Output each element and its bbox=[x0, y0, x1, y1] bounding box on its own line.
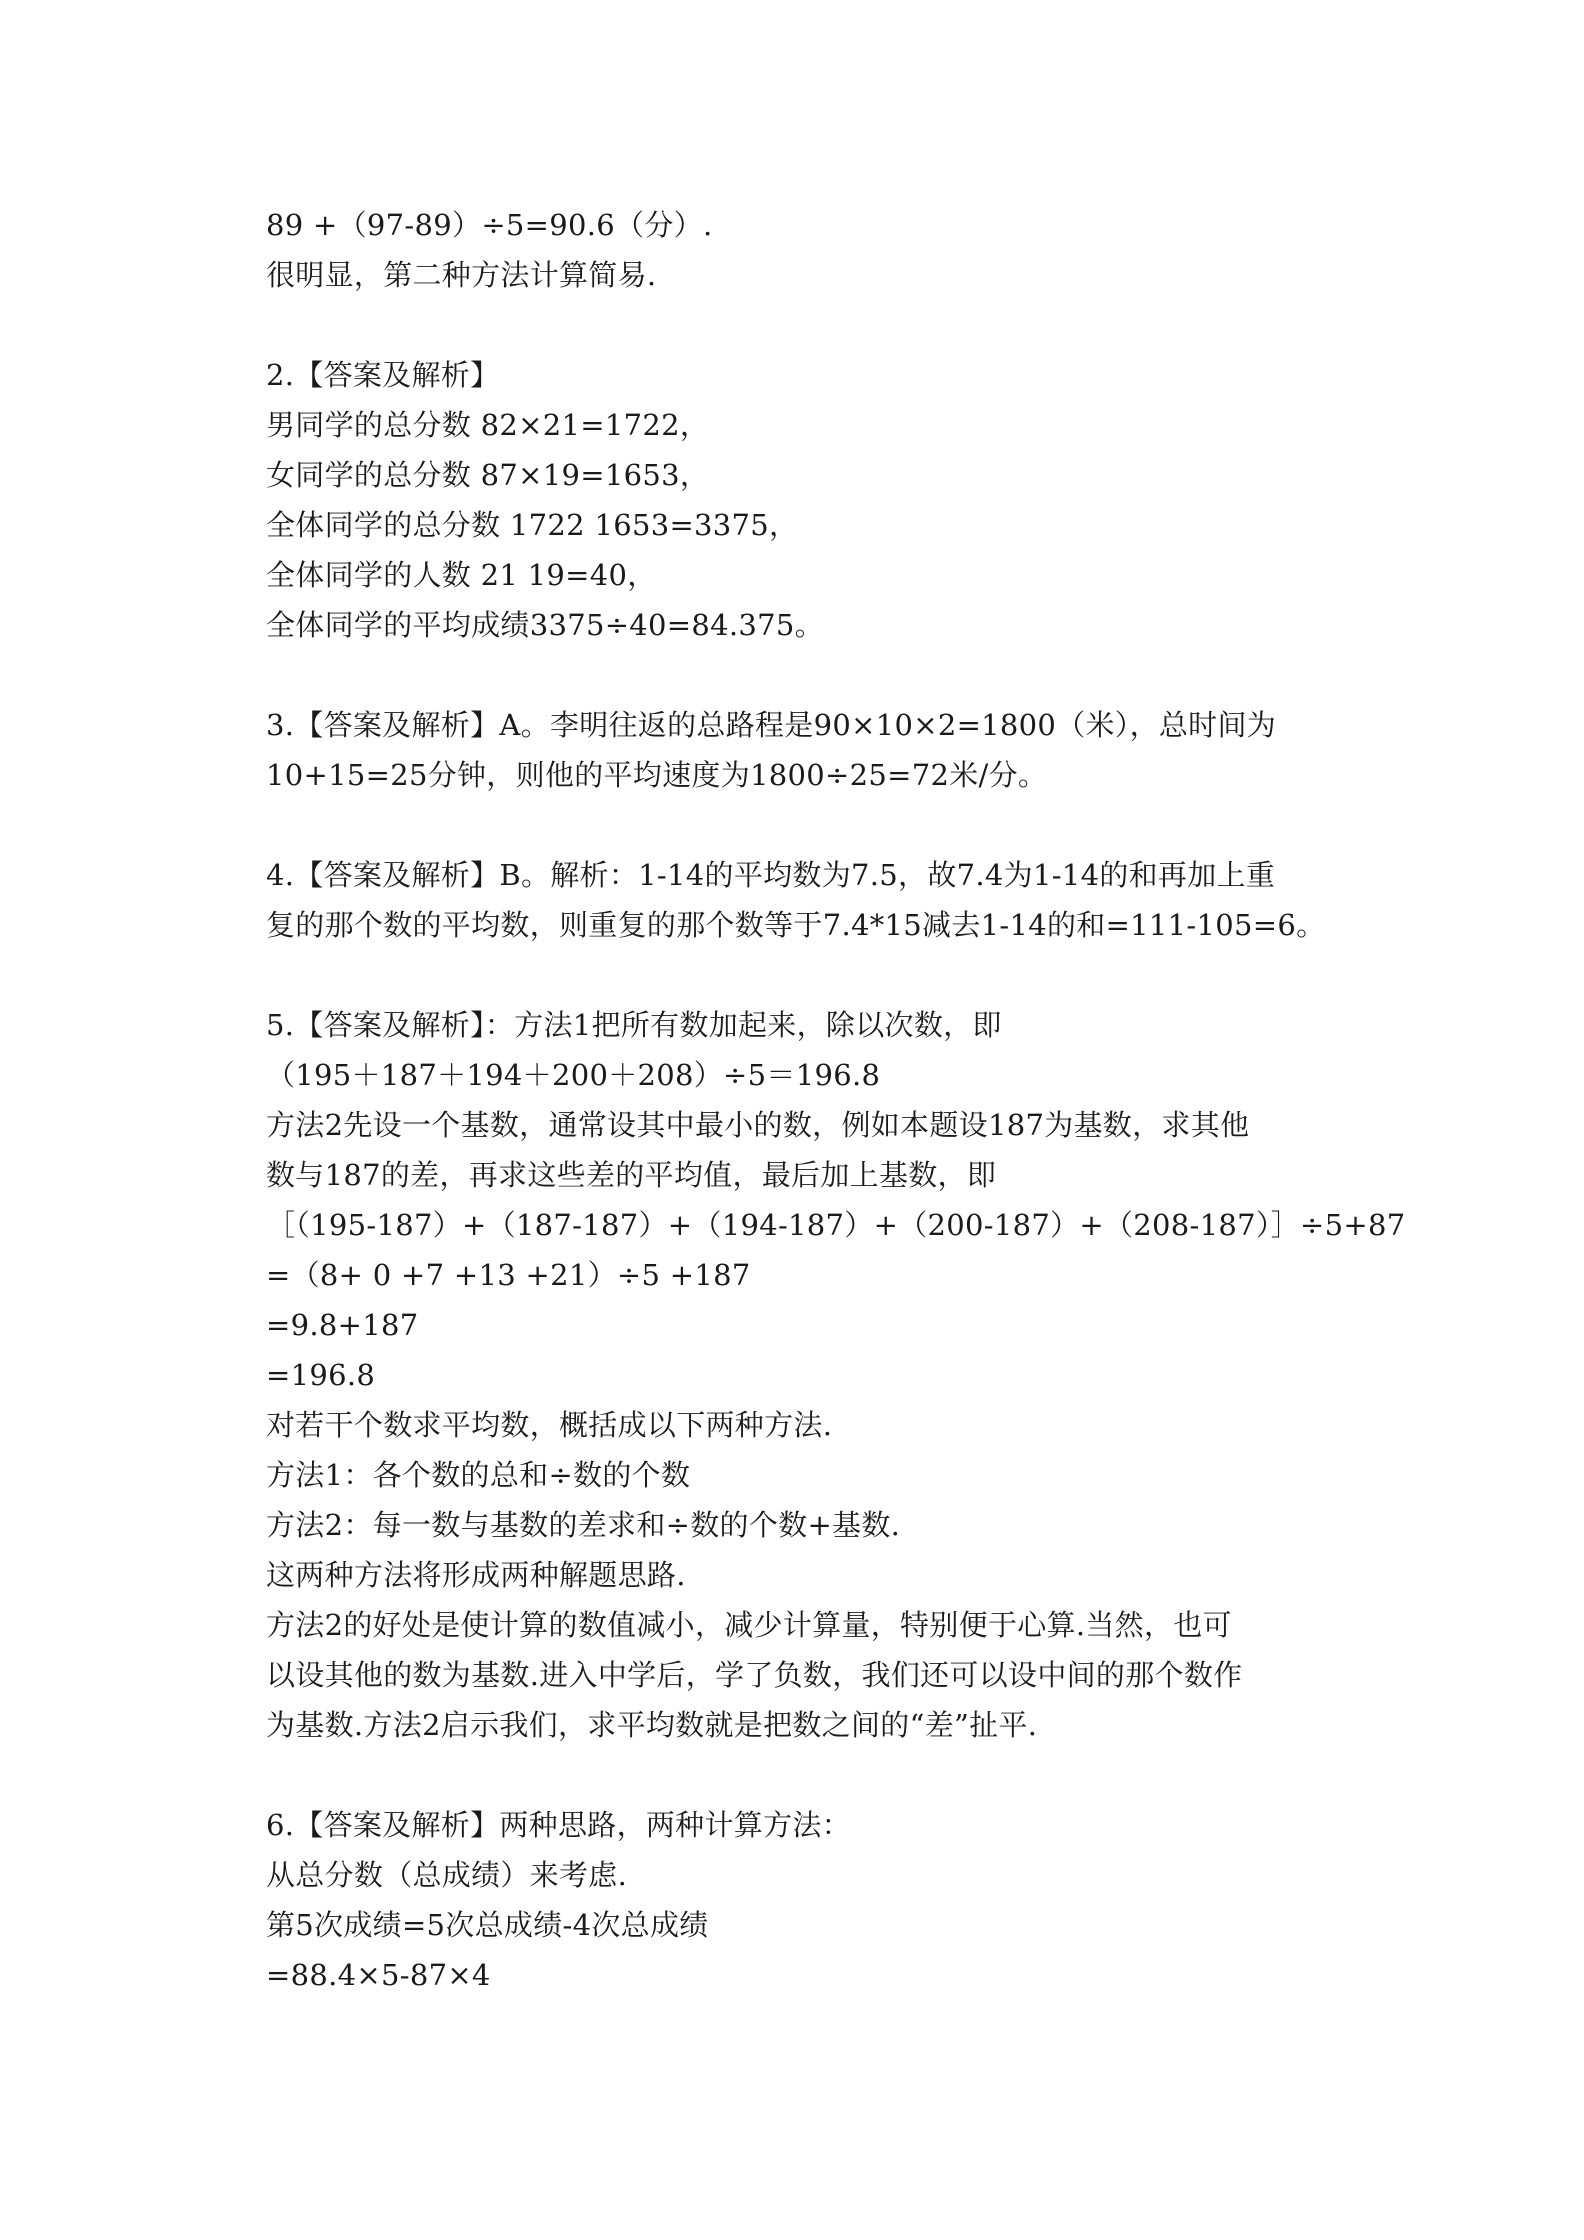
text-line: 方法2先设一个基数，通常设其中最小的数，例如本题设187为基数，求其他 bbox=[266, 1108, 1250, 1142]
text-line: =196.8 bbox=[266, 1358, 376, 1392]
paragraph-gap bbox=[266, 950, 1356, 1000]
text-line: =9.8+187 bbox=[266, 1308, 419, 1342]
text-line: =88.4×5-87×4 bbox=[266, 1958, 491, 1992]
text-line: =（8+ 0 +7 +13 +21）÷5 +187 bbox=[266, 1258, 751, 1292]
text-line: （195＋187＋194＋200＋208）÷5＝196.8 bbox=[266, 1058, 881, 1092]
text-line: 10+15=25分钟，则他的平均速度为1800÷25=72米/分。 bbox=[266, 758, 1048, 792]
paragraph-gap bbox=[266, 1750, 1356, 1800]
text-line: 方法2：每一数与基数的差求和÷数的个数+基数. bbox=[266, 1508, 901, 1542]
text-line: 女同学的总分数 87×19=1653， bbox=[266, 458, 710, 492]
question-5-heading: 5.【答案及解析】：方法1把所有数加起来，除以次数，即 bbox=[266, 1008, 1002, 1042]
text-line: 方法2的好处是使计算的数值减小，减少计算量，特别便于心算.当然，也可 bbox=[266, 1608, 1232, 1642]
text-line: 全体同学的人数 21 19=40， bbox=[266, 558, 657, 592]
text-line: 男同学的总分数 82×21=1722， bbox=[266, 408, 710, 442]
text-line: 从总分数（总成绩）来考虑. bbox=[266, 1858, 628, 1892]
text-line: ［（195-187）+（187-187）+（194-187）+（200-187）+（208-187）］÷5+87 bbox=[266, 1208, 1406, 1242]
paragraph-gap bbox=[266, 300, 1356, 350]
text-line: 很明显，第二种方法计算简易. bbox=[266, 258, 657, 292]
question-2-heading: 2.【答案及解析】 bbox=[266, 358, 500, 392]
text-line: 复的那个数的平均数，则重复的那个数等于7.4*15减去1-14的和=111-105=6。 bbox=[266, 908, 1326, 942]
text-line: 全体同学的总分数 1722 1653=3375， bbox=[266, 508, 799, 542]
question-3-heading: 3.【答案及解析】A。李明往返的总路程是90×10×2=1800（米），总时间为 bbox=[266, 708, 1277, 742]
question-4-heading: 4.【答案及解析】B。解析：1-14的平均数为7.5，故7.4为1-14的和再加上重 bbox=[266, 858, 1276, 892]
text-line: 第5次成绩=5次总成绩-4次总成绩 bbox=[266, 1908, 709, 1942]
text-line: 数与187的差，再求这些差的平均值，最后加上基数，即 bbox=[266, 1158, 997, 1192]
text-line: 89 +（97-89）÷5=90.6（分）. bbox=[266, 208, 713, 242]
question-6-heading: 6.【答案及解析】两种思路，两种计算方法： bbox=[266, 1808, 851, 1842]
paragraph-gap bbox=[266, 650, 1356, 700]
text-line: 以设其他的数为基数.进入中学后，学了负数，我们还可以设中间的那个数作 bbox=[266, 1658, 1243, 1692]
text-line: 为基数.方法2启示我们，求平均数就是把数之间的“差”扯平. bbox=[266, 1708, 1038, 1742]
paragraph-gap bbox=[266, 800, 1356, 850]
answer-text-body bbox=[266, 200, 1406, 2000]
text-line: 全体同学的平均成绩3375÷40=84.375。 bbox=[266, 608, 824, 642]
text-line: 方法1：各个数的总和÷数的个数 bbox=[266, 1458, 691, 1492]
text-line: 这两种方法将形成两种解题思路. bbox=[266, 1558, 686, 1592]
text-line: 对若干个数求平均数，概括成以下两种方法. bbox=[266, 1408, 833, 1442]
